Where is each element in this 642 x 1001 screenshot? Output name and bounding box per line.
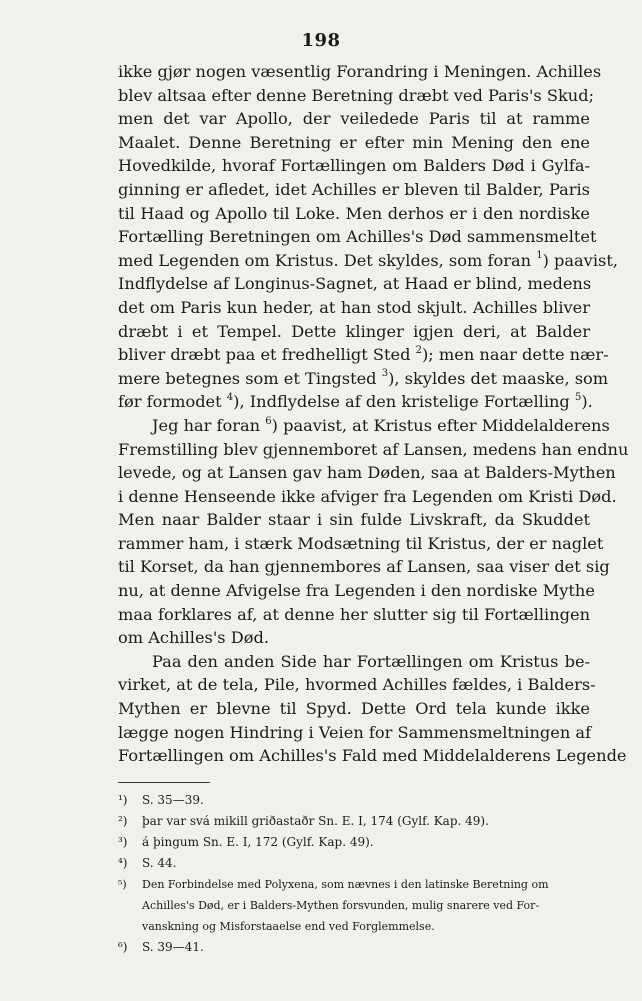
text-segment: mere betegnes som et Tingsted xyxy=(118,368,377,388)
text-segment: ) paavist, xyxy=(542,250,618,270)
footnote-item xyxy=(118,790,590,811)
text-line: rammer ham, i stærk Modsætning til Kristus, der er naglet xyxy=(118,533,604,553)
footnote-item xyxy=(118,832,590,853)
footnote-continuation: vanskning og Misforstaaelse end ved Forglemmelse. xyxy=(142,920,435,933)
text-line: levede, og at Lansen gav ham Døden, saa at Balders-Mythen xyxy=(118,463,616,483)
footnote-ref[interactable]: 1 xyxy=(536,250,543,262)
footnote-continuation: Achilles's Død, er i Balders-Mythen forsvunden, mulig snarere ved For- xyxy=(142,899,540,912)
text-line xyxy=(118,343,609,367)
body-text xyxy=(118,60,629,768)
text-line: dræbt i et Tempel. Dette klinger igjen deri, at Balder xyxy=(118,321,590,341)
text-line: om Achilles's Død. xyxy=(118,628,269,648)
text-segment: Jeg har foran xyxy=(152,415,261,435)
text-line: blev altsaa efter denne Beretning dræbt ved Paris's Skud; xyxy=(118,85,595,105)
text-line xyxy=(118,390,593,414)
text-segment: ), Indflydelse af den kristelige Fortælling xyxy=(233,392,570,412)
footnote-ref[interactable]: 6 xyxy=(265,415,272,427)
text-line: maa forklares af, at denne her slutter sig til Fortællingen xyxy=(118,604,590,624)
footnote-text: S. 39—41. xyxy=(142,940,204,954)
text-line xyxy=(118,414,610,438)
footnote-ref[interactable]: 5 xyxy=(574,391,582,403)
footnote-text: þar var svá mikill griðastaðr Sn. E. I, 174 (Gylf. Kap. 49). xyxy=(142,814,489,828)
footnotes xyxy=(118,790,590,958)
footnote-mark: ⁶) xyxy=(118,940,128,954)
text-line: lægge nogen Hindring i Veien for Sammensmeltningen af xyxy=(118,722,592,742)
footnote-item xyxy=(118,853,590,874)
text-line: nu, at denne Afvigelse fra Legenden i den nordiske Mythe xyxy=(118,581,595,601)
footnote-ref[interactable]: 3 xyxy=(381,368,389,380)
text-line: Hovedkilde, hvoraf Fortællingen om Balders Død i Gylfa- xyxy=(118,156,590,176)
footnote-divider xyxy=(118,782,210,783)
footnote-ref[interactable]: 4 xyxy=(226,391,234,403)
text-line: Fremstilling blev gjennemboret af Lansen, medens han endnu xyxy=(118,439,629,459)
text-line: ikke gjør nogen væsentlig Forandring i Meningen. Achilles xyxy=(118,62,602,81)
footnote-mark: ⁴) xyxy=(118,856,128,870)
text-line: til Haad og Apollo til Loke. Men derhos er i den nordiske xyxy=(118,203,590,223)
text-line: Paa den anden Side har Fortællingen om Kristus be- xyxy=(152,651,590,671)
text-segment: bliver dræbt paa et fredhelligt Sted xyxy=(118,345,411,365)
text-line: men det var Apollo, der veiledede Paris til at ramme xyxy=(118,109,590,129)
footnote-mark: ³) xyxy=(118,835,128,849)
text-segment: med Legenden om Kristus. Det skyldes, som foran xyxy=(118,250,532,270)
footnote-text: Den Forbindelse med Polyxena, som nævnes i den latinske Beretning om xyxy=(142,878,549,891)
text-line: Indflydelse af Longinus-Sagnet, at Haad er blind, medens xyxy=(118,274,592,294)
text-segment: før formodet xyxy=(118,392,222,412)
text-segment: ) paavist, at Kristus efter Middelalderens xyxy=(271,415,610,435)
text-line: Maalet. Denne Beretning er efter min Mening den ene xyxy=(118,132,590,152)
text-line: i denne Henseende ikke afviger fra Legenden om Kristi Død. xyxy=(118,486,617,506)
text-line: Fortælling Beretningen om Achilles's Død sammensmeltet xyxy=(118,227,597,247)
text-segment: ); men naar dette nær- xyxy=(421,345,609,365)
footnote-mark: ⁵) xyxy=(118,878,127,891)
text-line: det om Paris kun heder, at han stod skjult. Achilles bliver xyxy=(118,297,590,317)
footnote-mark: ²) xyxy=(118,814,128,828)
text-line: ginning er afledet, idet Achilles er bleven til Balder, Paris xyxy=(118,179,590,199)
text-line: Fortællingen om Achilles's Fald med Middelalderens Legende xyxy=(118,746,627,766)
footnote-item xyxy=(118,937,590,958)
footnote-text: S. 44. xyxy=(142,856,177,870)
text-line: til Korset, da han gjennembores af Lansen, saa viser det sig xyxy=(118,557,610,577)
text-segment: ). xyxy=(581,392,593,412)
text-line xyxy=(118,367,609,391)
page-number: 198 xyxy=(301,30,341,51)
footnote-mark: ¹) xyxy=(118,793,128,807)
footnote-text: á þingum Sn. E. I, 172 (Gylf. Kap. 49). xyxy=(142,835,374,849)
text-line: virket, at de tela, Pile, hvormed Achilles fældes, i Balders- xyxy=(118,675,596,695)
text-line xyxy=(118,249,618,273)
footnote-text: S. 35—39. xyxy=(142,793,204,807)
footnote-ref[interactable]: 2 xyxy=(415,344,422,356)
text-line: Men naar Balder staar i sin fulde Livskraft, da Skuddet xyxy=(118,510,590,530)
text-line: Mythen er blevne til Spyd. Dette Ord tela kunde ikke xyxy=(118,699,590,719)
text-segment: ), skyldes det maaske, som xyxy=(388,368,609,388)
footnote-item xyxy=(118,811,590,832)
footnote-item xyxy=(118,874,590,895)
